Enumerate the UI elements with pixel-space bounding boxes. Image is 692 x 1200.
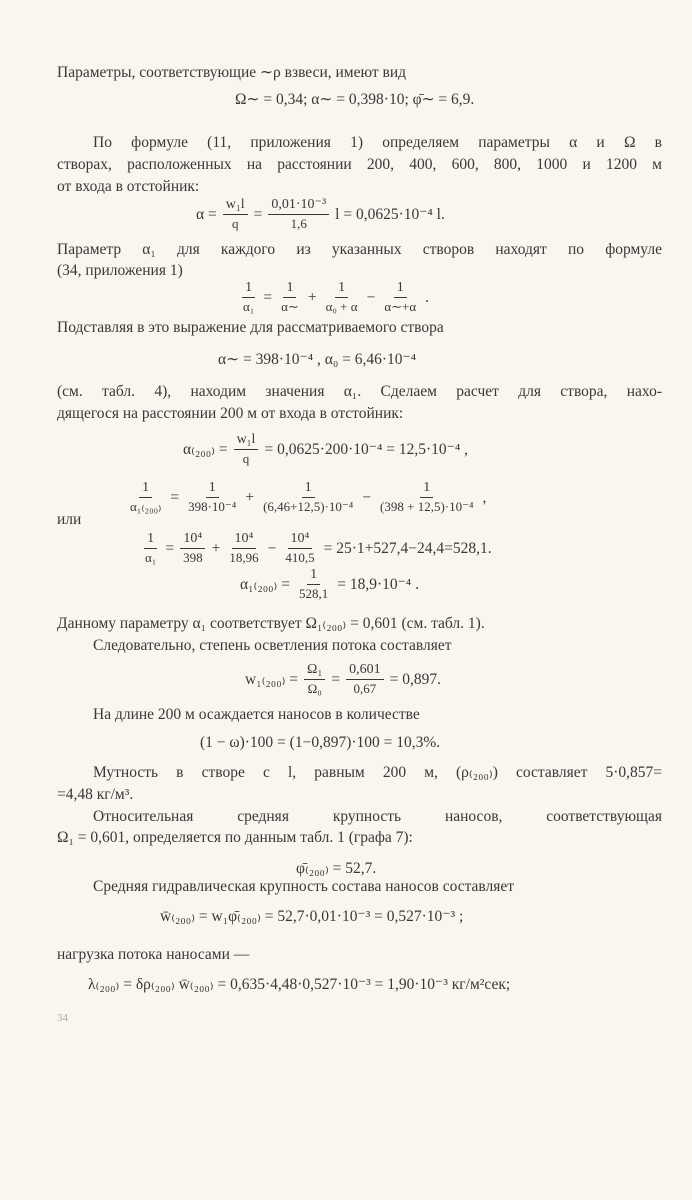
numerator: 10⁴ <box>232 530 257 549</box>
denominator: (6,46+12,5)·10⁻⁴ <box>263 499 354 514</box>
formula-part: − <box>362 488 372 506</box>
denominator: q <box>231 216 239 231</box>
fraction <box>381 279 419 316</box>
paragraph-line: Данному параметру α₁ соответствует Ω₁₍₂₀₀₎ = 0,601 (см. табл. 1). <box>57 615 485 632</box>
numerator: w₁l <box>223 196 248 215</box>
denominator: 1,6 <box>290 216 307 231</box>
numerator: 1 <box>242 279 255 298</box>
paragraph-line: (34, приложения 1) <box>57 262 183 279</box>
formula-part: = 0,897. <box>389 670 441 688</box>
formula-part: = <box>263 288 273 306</box>
denominator: α∼ <box>281 299 299 314</box>
denominator: α₀ + α <box>325 299 358 314</box>
numerator: 1 <box>302 479 315 498</box>
denominator: 398 <box>183 550 203 565</box>
denominator: 410,5 <box>285 550 315 565</box>
numerator: 10⁴ <box>288 530 313 549</box>
fraction <box>278 279 302 316</box>
formula <box>245 661 441 698</box>
denominator: 18,96 <box>229 550 259 565</box>
denominator: α∼+α <box>384 299 417 314</box>
denominator: 0,67 <box>353 681 377 696</box>
numerator: 0,01·10⁻³ <box>268 196 329 215</box>
formula-part: , <box>482 488 487 506</box>
formula-part: = <box>331 670 341 688</box>
formula-part: α₁₍₂₀₀₎ = <box>240 576 290 593</box>
fraction <box>240 279 257 316</box>
denominator: q <box>242 451 250 466</box>
fraction <box>296 566 331 603</box>
numerator: w₁l <box>234 431 259 450</box>
fraction <box>282 530 317 567</box>
formula: α∼ = 398·10⁻⁴ , α₀ = 6,46·10⁻⁴ <box>218 351 417 368</box>
paragraph-line: Мутность в створе с l, равным 200 м, (ρ₍₂₀₀₎) составляет 5·0,857= <box>93 764 662 781</box>
formula-part: − <box>267 539 277 557</box>
denominator: Ω₀ <box>307 681 322 696</box>
formula: w̄₍₂₀₀₎ = w₁φ̄₍₂₀₀₎ = 52,7·0,01·10⁻³ = 0,527·10⁻³ ; <box>160 908 464 925</box>
formula-part: − <box>366 288 376 306</box>
formula <box>183 431 468 468</box>
denominator: α₁ <box>145 550 157 565</box>
formula <box>196 196 445 233</box>
formula-part: = <box>165 539 175 557</box>
fraction <box>268 196 329 233</box>
formula <box>238 279 429 316</box>
fraction <box>127 479 164 516</box>
paragraph-line: Параметр α₁ для каждого из указанных створов находят по формуле <box>57 241 662 258</box>
formula-part: + <box>307 288 317 306</box>
formula-part: + <box>211 539 221 557</box>
formula: Ω∼ = 0,34; α∼ = 0,398·10; φ̄∼ = 6,9. <box>235 91 475 108</box>
paragraph-line: Ω₁ = 0,601, определяется по данным табл. 1 (графа 7): <box>57 829 413 846</box>
formula-part: = 18,9·10⁻⁴ . <box>337 576 419 593</box>
paragraph-line: (см. табл. 4), находим значения α₁. Сделаем расчет для створа, нахо- <box>57 383 662 400</box>
denominator: (398 + 12,5)·10⁻⁴ <box>380 499 474 514</box>
paragraph-line: дящегося на расстоянии 200 м от входа в отстойник: <box>57 405 404 422</box>
page-number: 34 <box>57 1012 68 1024</box>
paragraph-line: Параметры, соответствующие ∼ρ взвеси, имеют вид <box>57 64 407 81</box>
formula-part: l = 0,0625·10⁻⁴ l. <box>335 206 445 223</box>
paragraph-line: створах, расположенных на расстоянии 200, 400, 600, 800, 1000 и 1200 м <box>57 156 662 173</box>
fraction <box>185 479 239 516</box>
paragraph-line: Подставляя в это выражение для рассматриваемого створа <box>57 319 444 336</box>
formula-part: = 0,0625·200·10⁻⁴ = 12,5·10⁻⁴ , <box>264 441 468 458</box>
denominator: 398·10⁻⁴ <box>188 499 237 514</box>
formula-part: w₁₍₂₀₀₎ = <box>245 671 299 688</box>
fraction <box>304 661 325 698</box>
denominator: α₁₍₂₀₀₎ <box>130 499 162 514</box>
formula: φ̄₍₂₀₀₎ = 52,7. <box>296 860 377 877</box>
paragraph-line: Относительная средняя крупность наносов, соответствующая <box>93 808 662 825</box>
formula-part: + <box>245 488 255 506</box>
formula-part: α = <box>196 205 217 223</box>
paragraph-line: Следовательно, степень осветления потока составляет <box>93 637 452 654</box>
formula <box>125 479 486 516</box>
numerator: 1 <box>335 279 348 298</box>
fraction <box>180 530 206 567</box>
denominator: α₁ <box>243 299 255 314</box>
formula: (1 − ω)·100 = (1−0,897)·100 = 10,3%. <box>200 734 441 751</box>
numerator: 1 <box>283 279 296 298</box>
paragraph-line: или <box>57 511 82 528</box>
formula-part: α₍₂₀₀₎ = <box>183 441 228 458</box>
numerator: 1 <box>420 479 433 498</box>
formula: λ₍₂₀₀₎ = δρ₍₂₀₀₎ w̄₍₂₀₀₎ = 0,635·4,48·0,527·10⁻³ = 1,90·10⁻³ кг/м²сек; <box>88 976 511 993</box>
paragraph-line: Средняя гидравлическая крупность состава наносов составляет <box>93 878 515 895</box>
fraction <box>346 661 384 698</box>
paragraph-line: По формуле (11, приложения 1) определяем параметры α и Ω в <box>93 134 662 151</box>
fraction <box>226 530 261 567</box>
numerator: 1 <box>394 279 407 298</box>
paragraph-line: =4,48 кг/м³. <box>57 786 134 803</box>
numerator: 1 <box>139 479 152 498</box>
numerator: 0,601 <box>346 661 384 680</box>
paragraph-line: нагрузка потока наносами — <box>57 946 250 963</box>
fraction <box>142 530 159 567</box>
formula-part: = <box>253 205 263 223</box>
fraction <box>234 431 259 468</box>
formula <box>240 566 419 603</box>
fraction <box>377 479 476 516</box>
numerator: 1 <box>144 530 157 549</box>
numerator: 1 <box>206 479 219 498</box>
paragraph-line: На длине 200 м осаждается наносов в количестве <box>93 706 420 723</box>
formula-part: . <box>425 288 430 306</box>
fraction <box>260 479 356 516</box>
paragraph-line: от входа в отстойник: <box>57 178 200 195</box>
formula <box>140 530 492 567</box>
numerator: 10⁴ <box>180 530 205 549</box>
formula-part: = 25·1+527,4−24,4=528,1. <box>323 539 492 557</box>
formula-part: = <box>170 488 180 506</box>
numerator: Ω₁ <box>304 661 325 680</box>
denominator: 528,1 <box>298 586 329 601</box>
numerator: 1 <box>307 566 320 585</box>
fraction <box>223 196 248 233</box>
fraction <box>323 279 361 316</box>
